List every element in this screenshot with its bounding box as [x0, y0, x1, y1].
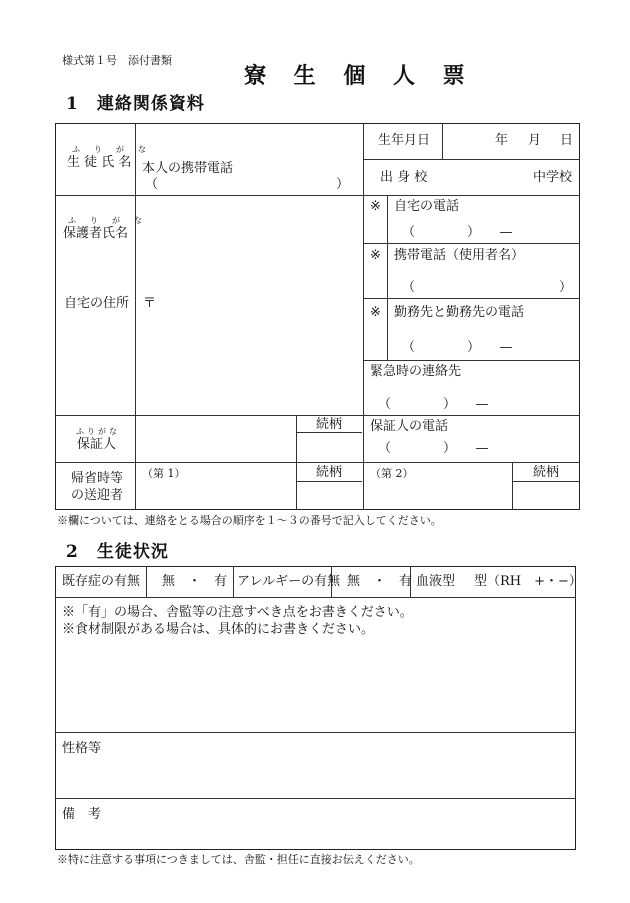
chronic-options: 無 ・ 有	[162, 574, 228, 589]
blood-type-label: 血液型	[416, 574, 456, 589]
guarantor-phone-label: 保証人の電話	[370, 419, 449, 434]
cell-open-paren: （	[402, 280, 416, 295]
emergency-label: 緊急時の連絡先	[370, 364, 462, 379]
blood-type-value: 型（RH +・−）	[474, 574, 582, 589]
postal-mark: 〒	[143, 296, 157, 311]
section1-footnote: ※欄については、連絡をとる場合の順序を１～３の番号で記入してください。	[57, 514, 442, 527]
work-phone-label: 勤務先と勤務先の電話	[394, 305, 525, 320]
escort-note-2: （第 2）	[370, 467, 414, 480]
remarks-label: 備 考	[62, 807, 102, 822]
cell-close-paren: ）	[559, 280, 573, 295]
escort-note-1: （第 1）	[142, 467, 186, 480]
row-divider	[55, 798, 576, 799]
allergy-options: 無 ・ 有	[347, 574, 413, 589]
student-name-ruby: ふ り が な	[72, 145, 149, 154]
escort-relation-label-2: 続柄	[533, 465, 560, 480]
mobile-close-paren: ）	[336, 177, 350, 192]
personality-label: 性格等	[62, 741, 102, 756]
priority-mark: ※	[370, 305, 381, 320]
row-divider	[55, 195, 580, 196]
col-divider	[387, 195, 388, 360]
home-phone-template: （ ） —	[402, 225, 513, 240]
escort-label-line1: 帰省時等	[71, 471, 124, 486]
col-divider	[296, 415, 297, 510]
col-divider	[363, 123, 364, 510]
section1-heading: 1 連絡関係資料	[66, 94, 205, 114]
section2-footnote: ※特に注意する事項につきましては、舎監・担任に直接お伝えください。	[57, 853, 420, 866]
row-divider	[55, 732, 576, 733]
row-divider	[55, 597, 576, 598]
section2-heading: 2 生徒状況	[66, 542, 169, 562]
row-divider	[55, 415, 580, 416]
emergency-phone-template: （ ） —	[378, 397, 489, 412]
birthdate-day: 日	[560, 133, 574, 148]
escort-label-line2: の送迎者	[71, 488, 124, 503]
priority-mark: ※	[370, 199, 381, 214]
allergy-label: アレルギーの有無	[237, 574, 341, 589]
note-line-2: ※食材制限がある場合は、具体的にお書きください。	[62, 622, 375, 637]
birthdate-month: 月	[528, 133, 542, 148]
guarantor-label: 保証人	[77, 437, 117, 452]
guarantor-phone-template: （ ） —	[378, 441, 489, 456]
guarantor-relation-label: 続柄	[316, 417, 343, 432]
row-divider	[55, 462, 580, 463]
row-divider	[363, 360, 580, 361]
work-phone-template: （ ） —	[402, 340, 513, 355]
mobile-label: 本人の携帯電話	[142, 161, 234, 176]
mobile-open-paren: （	[145, 177, 159, 192]
chronic-label: 既存症の有無	[62, 574, 141, 589]
row-divider	[363, 159, 580, 160]
col-divider	[146, 566, 147, 597]
row-divider	[363, 298, 580, 299]
guarantor-ruby: ふりがな	[76, 427, 120, 436]
col-divider	[512, 462, 513, 510]
row-divider	[296, 481, 362, 482]
student-name-label: 生 徒 氏 名	[67, 155, 132, 170]
cell-phone-label: 携帯電話（使用者名）	[394, 248, 525, 263]
birthdate-label: 生年月日	[378, 133, 431, 148]
school-suffix: 中学校	[533, 170, 573, 185]
row-divider	[363, 243, 580, 244]
escort-relation-label-1: 続柄	[316, 465, 343, 480]
guardian-name-label: 保護者氏名	[63, 226, 129, 241]
priority-mark: ※	[370, 248, 381, 263]
row-divider	[296, 432, 362, 433]
col-divider	[233, 566, 234, 597]
address-label: 自宅の住所	[64, 296, 130, 311]
form-number: 様式第１号 添付書類	[62, 54, 172, 67]
row-divider	[512, 481, 580, 482]
col-divider	[442, 123, 443, 159]
birthdate-year: 年	[495, 133, 509, 148]
col-divider	[135, 123, 136, 510]
school-label: 出 身 校	[380, 170, 428, 185]
guardian-name-ruby: ふ り が な	[68, 216, 145, 225]
page-title: 寮 生 個 人 票	[244, 63, 475, 89]
home-phone-label: 自宅の電話	[394, 199, 460, 214]
note-line-1: ※「有」の場合、舎監等の注意すべき点をお書きください。	[62, 605, 413, 620]
